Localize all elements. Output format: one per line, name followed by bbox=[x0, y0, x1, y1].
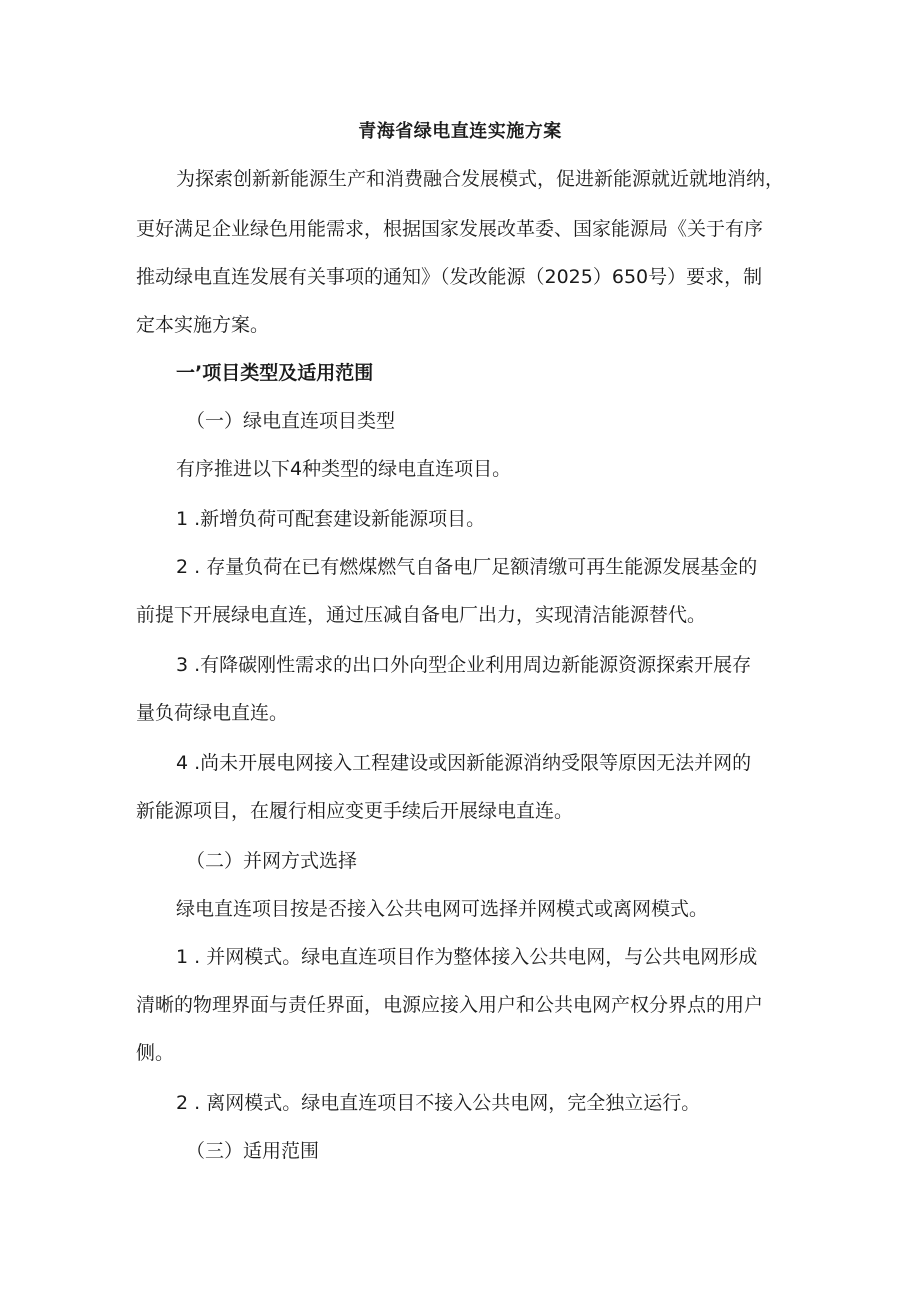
mode-item-1-line-2: 清晰的物理界面与责任界面，电源应接入用户和公共电网产权分界点的用户 bbox=[136, 994, 764, 1016]
subsection-3-heading: （三）适用范围 bbox=[186, 1140, 320, 1162]
intro-line-2: 更好满足企业绿色用能需求，根据国家发展改革委、国家能源局《关于有序 bbox=[136, 218, 764, 240]
type-item-2-line-2: 前提下开展绿电直连，通过压减自备电厂出力，实现清洁能源替代。 bbox=[136, 604, 707, 626]
subsection-2-intro: 绿电直连项目按是否接入公共电网可选择并网模式或离网模式。 bbox=[176, 898, 709, 920]
intro-line-1: 为探索创新新能源生产和消费融合发展模式，促进新能源就近就地消纳， bbox=[176, 168, 785, 190]
mode-item-1-line-1: 1 . 并网模式。绿电直连项目作为整体接入公共电网，与公共电网形成 bbox=[176, 946, 758, 968]
subsection-1-heading: （一）绿电直连项目类型 bbox=[186, 410, 396, 432]
type-item-4-line-2: 新能源项目，在履行相应变更手续后开展绿电直连。 bbox=[136, 800, 574, 822]
subsection-1-intro: 有序推进以下4种类型的绿电直连项目。 bbox=[176, 458, 512, 480]
type-item-4-line-1: 4 .尚未开展电网接入工程建设或因新能源消纳受限等原因无法并网的 bbox=[176, 752, 752, 774]
subsection-2-heading: （二）并网方式选择 bbox=[186, 850, 358, 872]
document-title: 青海省绿电直连实施方案 bbox=[358, 121, 562, 142]
type-item-1: 1 .新增负荷可配套建设新能源项目。 bbox=[176, 508, 486, 530]
mode-item-1-line-3: 侧。 bbox=[136, 1042, 175, 1064]
type-item-2-line-1: 2 . 存量负荷在已有燃煤燃气自备电厂足额清缴可再生能源发展基金的 bbox=[176, 556, 758, 578]
type-item-3-line-2: 量负荷绿电直连。 bbox=[136, 702, 289, 724]
mode-item-2: 2 . 离网模式。绿电直连项目不接入公共电网，完全独立运行。 bbox=[176, 1092, 701, 1114]
section-1-heading: 一’项目类型及适用范围 bbox=[176, 362, 374, 384]
type-item-3-line-1: 3 .有降碳刚性需求的出口外向型企业利用周边新能源资源探索开展存 bbox=[176, 654, 752, 676]
intro-line-4: 定本实施方案。 bbox=[136, 314, 270, 336]
intro-line-3: 推动绿电直连发展有关事项的通知》（发改能源（2025）650号）要求，制 bbox=[136, 266, 763, 288]
